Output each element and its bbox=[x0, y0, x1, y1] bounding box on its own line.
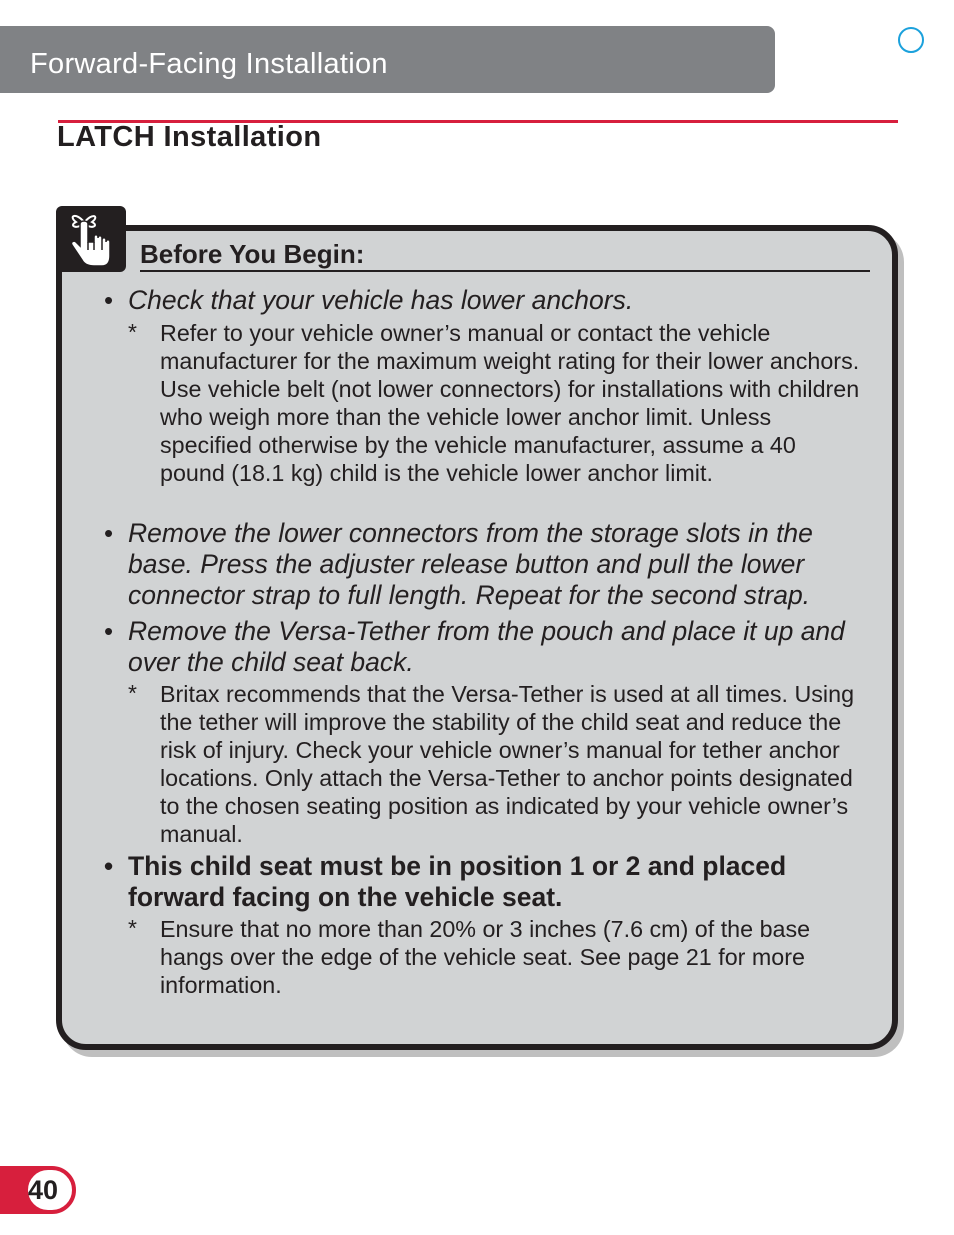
bullet-text: Check that your vehicle has lower anchors. bbox=[128, 285, 634, 315]
sub-text: Britax recommends that the Versa-Tether is used at all times. Using the tether will improve the stability of the child seat and reduce the risk of injury. Check your vehicle owner’s manual for tether anchor locations. Only attach the Versa-Tether to anchor points designated to the chosen seating position as indicated by your vehicle owner’s manual. bbox=[160, 681, 855, 847]
bullet-dot: • bbox=[104, 616, 114, 646]
bullet-dot: • bbox=[104, 285, 114, 315]
page-number: 40 bbox=[28, 1175, 59, 1205]
section-title: LATCH Installation bbox=[57, 121, 322, 153]
bullet-dot: • bbox=[104, 851, 114, 881]
bullet-text: This child seat must be in position 1 or 2 and placed forward facing on the vehicle seat. bbox=[128, 851, 787, 912]
bullet-text: Remove the lower connectors from the storage slots in the base. Press the adjuster release button and pull the lower connector strap to full length. Repeat for the second strap. bbox=[128, 518, 813, 610]
sub-text: Ensure that no more than 20% or 3 inches (7.6 cm) of the base hangs over the edge of the vehicle seat. See page 21 for more information. bbox=[160, 916, 811, 998]
note-heading: Before You Begin: bbox=[140, 239, 365, 269]
bullet-dot: • bbox=[104, 518, 114, 548]
asterisk-marker: * bbox=[128, 680, 137, 706]
asterisk-marker: * bbox=[128, 915, 137, 941]
header-title: Forward-Facing Installation bbox=[30, 48, 388, 80]
bullet-text: Remove the Versa-Tether from the pouch and place it up and over the child seat back. bbox=[128, 616, 845, 677]
asterisk-marker: * bbox=[128, 319, 137, 345]
sub-text: Refer to your vehicle owner’s manual or contact the vehicle manufacturer for the maximum weight rating for their lower anchors. Use vehicle belt (not lower connectors) for installations with children who weigh more than the vehicle lower anchor limit. Unless specified otherwise by the vehicle manufacturer, assume a 40 pound (18.1 kg) child is the vehicle lower anchor limit. bbox=[160, 320, 860, 486]
